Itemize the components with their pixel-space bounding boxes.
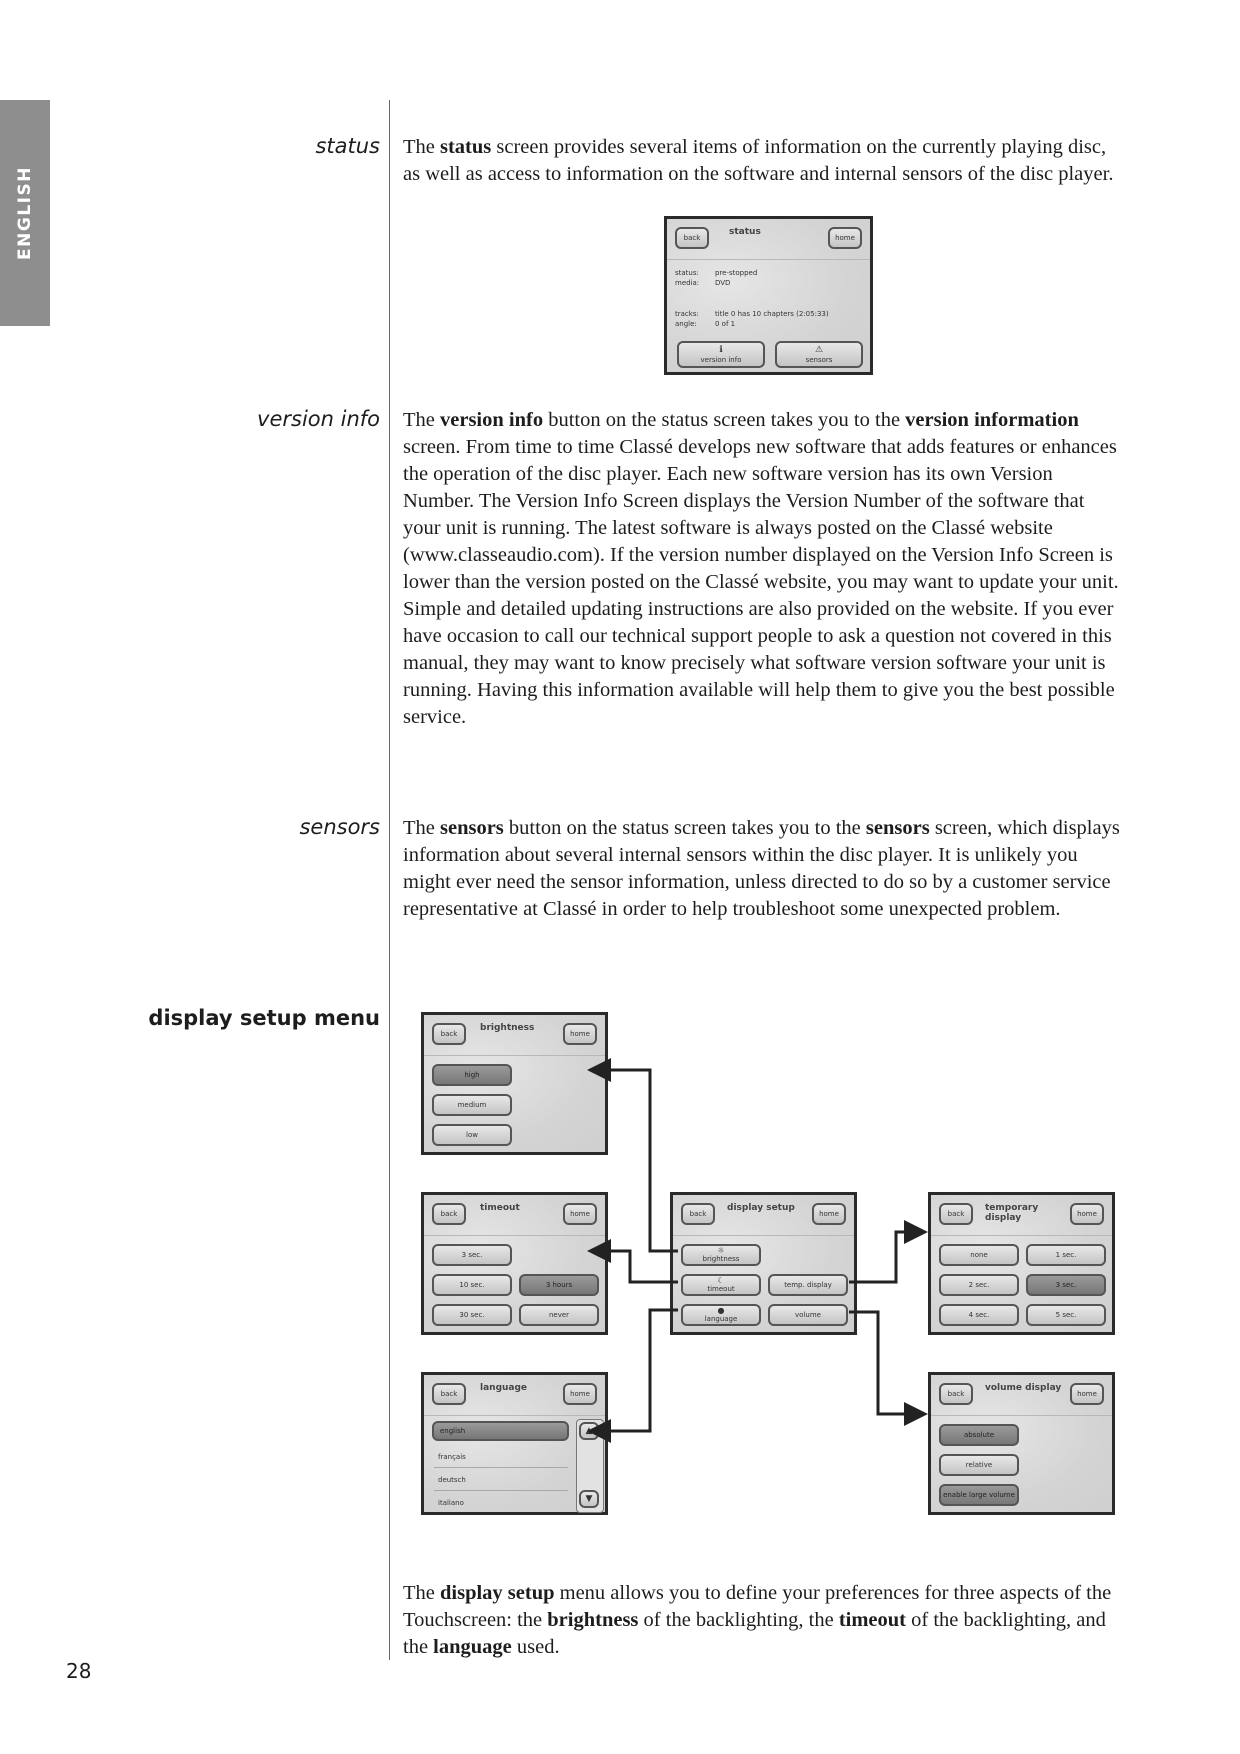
home-button: home (812, 1203, 846, 1225)
version-info-label: version info (700, 356, 742, 364)
p-status-text: The status screen provides several items of information on the currently playing disc, as well as access to information on the software and internal sensors of the disc player. (403, 136, 1114, 185)
angle-row-value: 0 of 1 (715, 320, 736, 328)
screen-title: timeout (480, 1203, 520, 1213)
screen-title: display setup (727, 1203, 795, 1213)
screen-title: brightness (480, 1023, 535, 1033)
display-setup-heading: display setup menu (148, 1006, 380, 1030)
angle-row-label: angle: (675, 320, 697, 328)
tracks-row-value: title 0 has 10 chapters (2:05:33) (715, 310, 829, 318)
home-button: home (563, 1383, 597, 1405)
screen-title: language (480, 1383, 528, 1393)
language-deutsch-option: deutsch (438, 1476, 466, 1484)
volume-button: volume (768, 1304, 848, 1326)
media-row-value: DVD (715, 279, 731, 287)
version-info-heading: version info (257, 407, 380, 431)
screen-title: temporary display (985, 1203, 1039, 1223)
enable-large-volume-option: enable large volume (939, 1484, 1019, 1506)
home-button: home (1070, 1383, 1104, 1405)
status-row-value: pre-stopped (715, 269, 758, 277)
sensors-heading: sensors (299, 815, 380, 839)
back-button: back (681, 1203, 715, 1225)
home-button: home (563, 1023, 597, 1045)
sensor-icon: ⚠ (814, 345, 824, 355)
brightness-medium-option: medium (432, 1094, 512, 1116)
arrow-to-temporary (849, 1232, 925, 1282)
temp-3sec-option: 3 sec. (1026, 1274, 1106, 1296)
language-label: language (704, 1315, 738, 1323)
back-button: back (432, 1203, 466, 1225)
back-button: back (432, 1383, 466, 1405)
back-button: back (939, 1383, 973, 1405)
volume-absolute-option: absolute (939, 1424, 1019, 1446)
temp-display-button: temp. display (768, 1274, 848, 1296)
arrow-to-brightness (590, 1070, 678, 1251)
p-version-text: The version info button on the status screen takes you to the version information screen. From time to time Classé develops new software that adds features or enhances the operation of the disc player. Each new software version has its own Version Number. The Version Info Screen displays the Version Number of the software that your unit is running. The latest software is always posted on the Classé website (www.classeaudio.com). If the version number displayed on the Version Info Screen is lower than the version posted on the Classé website, you may want to update your unit. Simple and detailed updating instructions are also provided on the website. If you ever have occasion to call our technical support people to ask a question not covered in this manual, they may want to know precisely what software version software your unit is running. Having this information available will help them to give you the best possible service. (403, 409, 1119, 728)
status-back-button: back (675, 227, 709, 249)
temp-2sec-option: 2 sec. (939, 1274, 1019, 1296)
home-button: home (563, 1203, 597, 1225)
arrow-to-timeout (590, 1251, 678, 1282)
timeout-never-option: never (519, 1304, 599, 1326)
page-number: 28 (66, 1659, 92, 1683)
timeout-3hours-option: 3 hours (519, 1274, 599, 1296)
timeout-30sec-option: 30 sec. (432, 1304, 512, 1326)
back-button: back (939, 1203, 973, 1225)
language-italiano-option: italiano (438, 1499, 464, 1507)
screen-title: volume display (985, 1383, 1062, 1393)
temp-none-option: none (939, 1244, 1019, 1266)
p-sensors-text: The sensors button on the status screen takes you to the sensors screen, which displays information about several internal sensors within the disc player. It is unlikely you might ever need the sensor information, unless directed to do so by a customer service representative at Classé in order to help troubleshoot some unexpected problem. (403, 817, 1120, 920)
brightness-high-option: high (432, 1064, 512, 1086)
temp-4sec-option: 4 sec. (939, 1304, 1019, 1326)
language-francais-option: français (438, 1453, 466, 1461)
status-heading: status (315, 134, 380, 158)
tracks-row-label: tracks: (675, 310, 699, 318)
timeout-3sec-option: 3 sec. (432, 1244, 512, 1266)
p-display-text: The display setup menu allows you to define your preferences for three aspects of the Touchscreen: the brightness of the backlighting, the timeout of the backlighting, and the language used. (403, 1582, 1112, 1658)
sensors-label: sensors (805, 356, 833, 364)
speech-bubble-icon: ● (717, 1306, 725, 1315)
info-icon: ℹ (719, 345, 723, 355)
language-english-option: english (432, 1421, 569, 1441)
media-row-label: media: (675, 279, 700, 287)
status-screen-title: status (729, 227, 761, 237)
arrow-to-volume (849, 1312, 925, 1414)
status-row-label: status: (675, 269, 699, 277)
display-setup-paragraph (403, 1580, 1123, 1661)
sun-icon: ☼ (717, 1246, 725, 1255)
home-button: home (1070, 1203, 1104, 1225)
scroll-down-icon: ▼ (579, 1490, 599, 1508)
temp-1sec-option: 1 sec. (1026, 1244, 1106, 1266)
timeout-label: timeout (707, 1285, 735, 1293)
temp-5sec-option: 5 sec. (1026, 1304, 1106, 1326)
moon-icon: ☾ (717, 1276, 725, 1285)
brightness-low-option: low (432, 1124, 512, 1146)
back-button: back (432, 1023, 466, 1045)
status-home-button: home (828, 227, 862, 249)
timeout-10sec-option: 10 sec. (432, 1274, 512, 1296)
arrow-to-language (590, 1310, 678, 1431)
scroll-up-icon: ▲ (579, 1422, 599, 1440)
brightness-label: brightness (702, 1255, 740, 1263)
volume-relative-option: relative (939, 1454, 1019, 1476)
language-tab-label: ENGLISH (15, 166, 35, 260)
